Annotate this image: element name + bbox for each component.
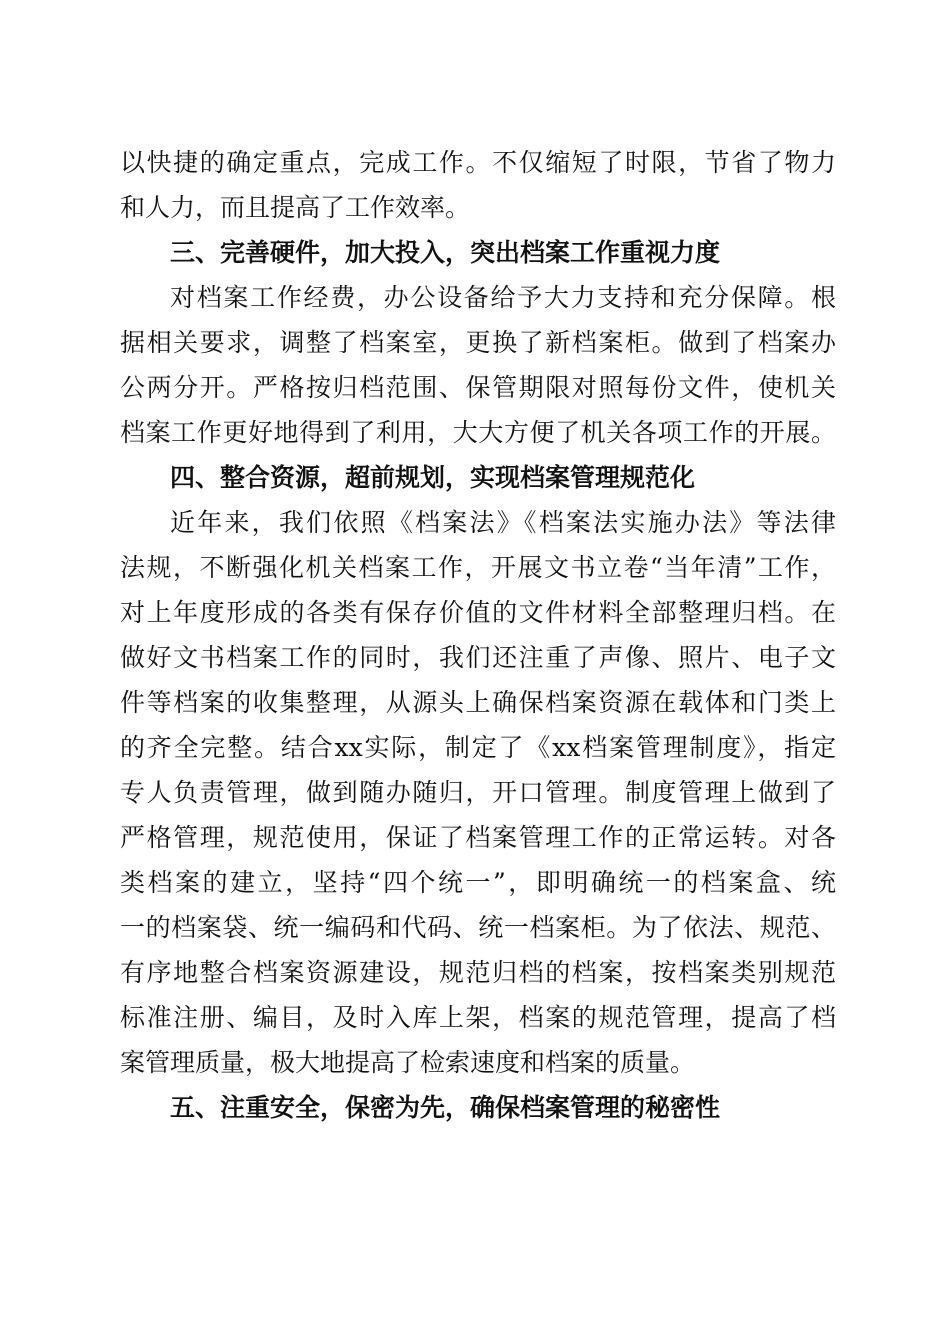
paragraph-line: 做好文书档案工作的同时，我们还注重了声像、照片、电子文 bbox=[120, 643, 836, 672]
paragraph-line: 以快捷的确定重点，完成工作。不仅缩短了时限，节省了物力 bbox=[120, 148, 836, 177]
section-heading-5: 五、注重安全，保密为先，确保档案管理的秘密性 bbox=[170, 1093, 721, 1122]
paragraph-line: 据相关要求，调整了档案室，更换了新档案柜。做到了档案办 bbox=[120, 328, 836, 357]
paragraph-line: 对上年度形成的各类有保存价值的文件材料全部整理归档。在 bbox=[120, 598, 836, 627]
paragraph-line: 严格管理，规范使用，保证了档案管理工作的正常运转。对各 bbox=[120, 823, 836, 852]
paragraph-line: 和人力，而且提高了工作效率。 bbox=[120, 193, 471, 222]
paragraph-line: 类档案的建立，坚持“四个统一”，即明确统一的档案盒、统 bbox=[120, 868, 836, 897]
section-heading-3: 三、完善硬件，加大投入，突出档案工作重视力度 bbox=[170, 238, 721, 267]
paragraph-line: 的齐全完整。结合xx实际，制定了《xx档案管理制度》，指定 bbox=[120, 733, 836, 762]
paragraph-line: 一的档案袋、统一编码和代码、统一档案柜。为了依法、规范、 bbox=[120, 913, 836, 942]
paragraph-line: 档案工作更好地得到了利用，大大方便了机关各项工作的开展。 bbox=[120, 418, 836, 447]
paragraph-line: 案管理质量，极大地提高了检索速度和档案的质量。 bbox=[120, 1048, 696, 1077]
paragraph-line: 件等档案的收集整理，从源头上确保档案资源在载体和门类上 bbox=[120, 688, 836, 717]
paragraph-line: 专人负责管理，做到随办随归，开口管理。制度管理上做到了 bbox=[120, 778, 836, 807]
paragraph-line: 公两分开。严格按归档范围、保管期限对照每份文件，使机关 bbox=[120, 373, 836, 402]
paragraph-line: 有序地整合档案资源建设，规范归档的档案，按档案类别规范 bbox=[120, 958, 836, 987]
section-heading-4: 四、整合资源，超前规划，实现档案管理规范化 bbox=[170, 463, 696, 492]
paragraph-line: 标准注册、编目，及时入库上架，档案的规范管理，提高了档 bbox=[120, 1003, 836, 1032]
paragraph-line: 对档案工作经费，办公设备给予大力支持和充分保障。根 bbox=[170, 283, 836, 312]
paragraph-line: 法规，不断强化机关档案工作，开展文书立卷“当年清”工作， bbox=[120, 553, 836, 582]
paragraph-line: 近年来，我们依照《档案法》《档案法实施办法》等法律 bbox=[170, 508, 836, 537]
